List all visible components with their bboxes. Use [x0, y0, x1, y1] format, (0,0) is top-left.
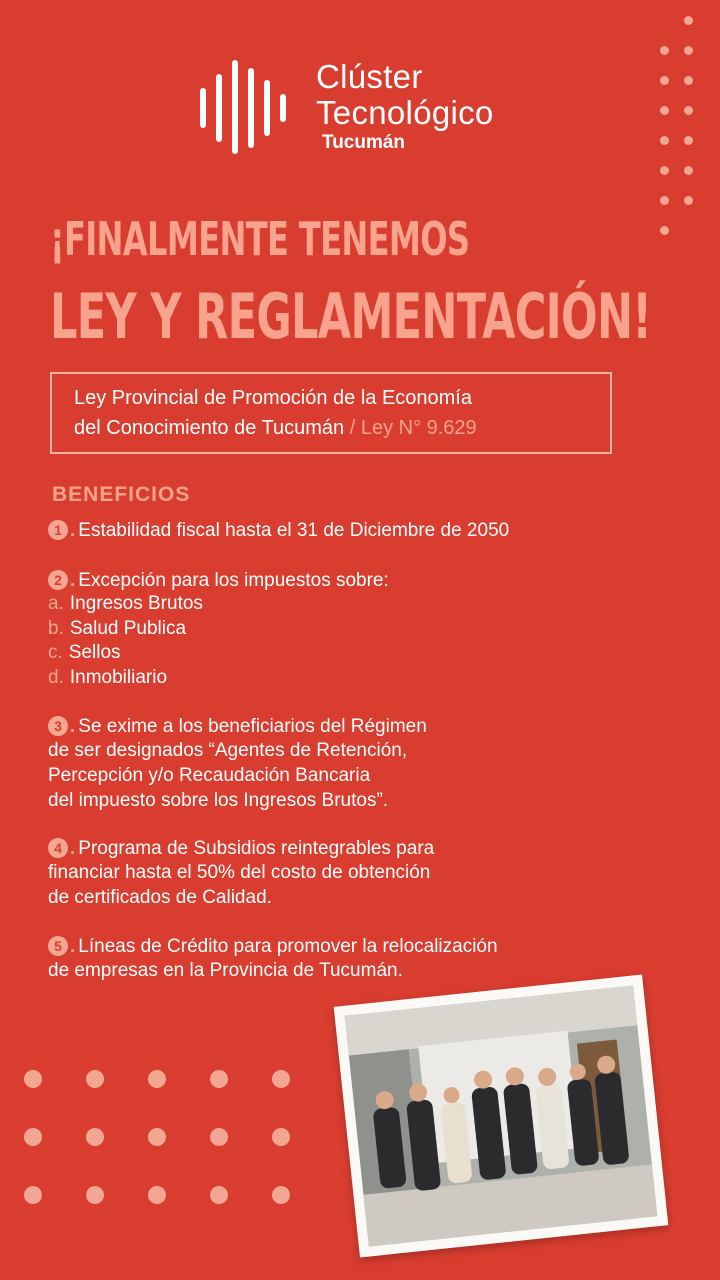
- logo-text-tucuman: Tucumán: [322, 132, 406, 153]
- benefit-text: Líneas de Crédito para promover la relocalización: [78, 936, 498, 957]
- benefit-item-4: 4 . Programa de Subsidios reintegrables para: [48, 838, 434, 858]
- benefit-item-3: 3 . Se exime a los beneficiarios del Régimen: [48, 716, 427, 736]
- headline-line-1: ¡FINALMENTE TENEMOS: [50, 212, 470, 266]
- benefit-item-1: 1 . Estabilidad fiscal hasta el 31 de Diciembre de 2050: [48, 520, 509, 540]
- law-number: Ley N° 9.629: [360, 417, 477, 439]
- benefit-text: Se exime a los beneficiarios del Régimen: [78, 716, 427, 737]
- number-badge: 1: [48, 520, 68, 540]
- group-photo-frame: [334, 974, 669, 1257]
- headline-line-2: LEY Y REGLAMENTACIÓN!: [50, 280, 652, 353]
- benefit-item-4-line-2: financiar hasta el 50% del costo de obtención: [48, 862, 431, 883]
- number-badge: 5: [48, 936, 68, 956]
- soundwave-logo-icon: [198, 58, 288, 156]
- benefit-text: Excepción para los impuestos sobre:: [78, 570, 389, 591]
- subitem-c: c. Sellos: [48, 642, 121, 663]
- benefit-item-3-line-4: del impuesto sobre los Ingresos Brutos”.: [48, 790, 389, 811]
- benefit-item-5-line-2: de empresas en la Provincia de Tucumán.: [48, 960, 403, 981]
- benefit-text: Programa de Subsidios reintegrables para: [78, 838, 435, 859]
- benefit-item-3-line-3: Percepción y/o Recaudación Bancaria: [48, 765, 371, 786]
- subitem-d: d. Inmobiliario: [48, 667, 168, 688]
- law-title-line-1: Ley Provincial de Promoción de la Economía: [74, 387, 472, 409]
- number-badge: 4: [48, 838, 68, 858]
- law-box: [50, 372, 612, 454]
- benefit-item-3-line-2: de ser designados “Agentes de Retención,: [48, 740, 408, 761]
- logo-text-tecnologico: Tecnológico: [316, 94, 494, 131]
- benefit-text: Estabilidad fiscal hasta el 31 de Diciembre de 2050: [78, 520, 510, 541]
- benefit-item-2: 2 . Excepción para los impuestos sobre:: [48, 570, 389, 590]
- group-photo-illustration: [345, 985, 658, 1246]
- cluster-logo: [198, 58, 538, 158]
- benefit-item-4-line-3: de certificados de Calidad.: [48, 887, 272, 908]
- number-badge: 3: [48, 716, 68, 736]
- law-title-line-2: [74, 418, 477, 438]
- group-photo: [345, 985, 658, 1246]
- law-separator: /: [344, 417, 361, 439]
- number-badge: 2: [48, 570, 68, 590]
- logo-text-cluster: Clúster: [316, 58, 423, 95]
- subitem-b: b. Salud Publica: [48, 618, 187, 639]
- benefit-item-5: 5 . Líneas de Crédito para promover la relocalización: [48, 936, 498, 956]
- subitem-a: a. Ingresos Brutos: [48, 593, 203, 614]
- law-title-text: del Conocimiento de Tucumán: [74, 417, 345, 439]
- benefits-title: BENEFICIOS: [52, 483, 191, 506]
